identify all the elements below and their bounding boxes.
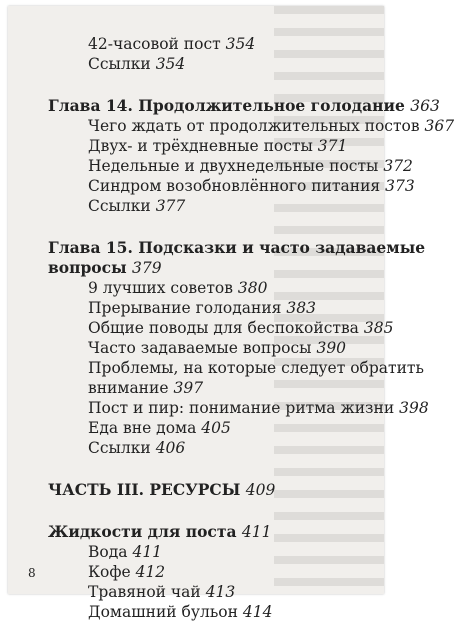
entry-title: Еда вне дома <box>88 419 197 437</box>
entry-title: Ссылки <box>88 439 151 457</box>
toc-entry <box>48 338 378 358</box>
toc-entry <box>48 358 424 378</box>
entry-page: 377 <box>155 197 186 215</box>
entry-title: Часто задаваемые вопросы <box>88 339 312 357</box>
chapter-title: Глава 15. Подсказки и часто задаваемые <box>48 238 426 257</box>
entry-page: 398 <box>399 399 429 417</box>
entry-page: 385 <box>363 319 394 337</box>
entry-title: Травяной чай <box>88 583 201 601</box>
entry-title: Синдром возобновлённого питания <box>88 177 381 195</box>
toc-entry <box>48 398 429 418</box>
entry-title: Вода <box>88 543 128 561</box>
toc-entry <box>48 136 378 156</box>
toc-entry <box>48 318 394 338</box>
entry-title: Кофе <box>88 563 131 581</box>
entry-page: 397 <box>173 379 204 397</box>
toc-entry <box>48 438 378 458</box>
entry-page: 411 <box>132 543 163 561</box>
entry-title: 42-часовой пост <box>88 35 221 53</box>
entry-page: 383 <box>286 299 316 317</box>
entry-title: Двух- и трёхдневные посты <box>88 137 313 155</box>
entry-title: Недельные и двухнедельные посты <box>88 157 379 175</box>
entry-page: 371 <box>317 137 348 155</box>
chapter-title: Жидкости для поста <box>48 522 237 541</box>
toc-entry <box>48 34 378 54</box>
toc-entry <box>48 156 413 176</box>
entry-page: 390 <box>316 339 347 357</box>
toc-entry <box>48 582 378 602</box>
entry-title: Домашний бульон <box>88 603 238 621</box>
toc-part <box>48 480 378 500</box>
entry-page: 354 <box>225 35 256 53</box>
toc-entry-continued <box>48 378 378 398</box>
toc-entry <box>48 602 378 622</box>
toc-entry <box>48 116 454 136</box>
part-page: 409 <box>245 481 276 499</box>
table-of-contents <box>48 34 454 622</box>
chapter-title-line2: вопросы <box>48 258 127 277</box>
entry-title: 9 лучших советов <box>88 279 233 297</box>
toc-entry <box>48 418 378 438</box>
entry-page: 405 <box>201 419 231 437</box>
entry-page: 413 <box>205 583 236 601</box>
chapter-page: 363 <box>410 97 440 115</box>
toc-entry <box>48 278 378 298</box>
chapter-page: 379 <box>132 259 162 277</box>
page-number: 8 <box>28 566 36 580</box>
entry-page: 373 <box>385 177 415 195</box>
toc-entry <box>48 298 378 318</box>
toc-entry <box>48 176 415 196</box>
entry-title: Общие поводы для беспокойства <box>88 319 359 337</box>
entry-title: Проблемы, на которые следует обратить <box>88 359 424 377</box>
toc-chapter <box>48 238 426 258</box>
part-title: ЧАСТЬ III. РЕСУРСЫ <box>48 480 241 499</box>
entry-page: 367 <box>424 117 454 135</box>
entry-title: Прерывание голодания <box>88 299 282 317</box>
entry-title: Ссылки <box>88 197 151 215</box>
chapter-page: 411 <box>241 523 272 541</box>
toc-chapter-continued <box>48 258 378 278</box>
toc-chapter <box>48 96 440 116</box>
toc-entry <box>48 196 378 216</box>
entry-page: 380 <box>237 279 268 297</box>
book-page <box>8 6 454 621</box>
toc-chapter <box>48 522 378 542</box>
entry-page: 412 <box>135 563 166 581</box>
toc-entry <box>48 562 378 582</box>
toc-entry <box>48 542 378 562</box>
entry-title: Пост и пир: понимание ритма жизни <box>88 399 395 417</box>
chapter-title: Глава 14. Продолжительное голодание <box>48 96 405 115</box>
entry-page: 372 <box>383 157 413 175</box>
entry-title: Чего ждать от продолжительных постов <box>88 117 420 135</box>
entry-page: 414 <box>242 603 273 621</box>
entry-title: Ссылки <box>88 55 151 73</box>
entry-page: 406 <box>155 439 186 457</box>
toc-entry <box>48 54 378 74</box>
entry-title-line2: внимание <box>88 379 169 397</box>
entry-page: 354 <box>155 55 186 73</box>
